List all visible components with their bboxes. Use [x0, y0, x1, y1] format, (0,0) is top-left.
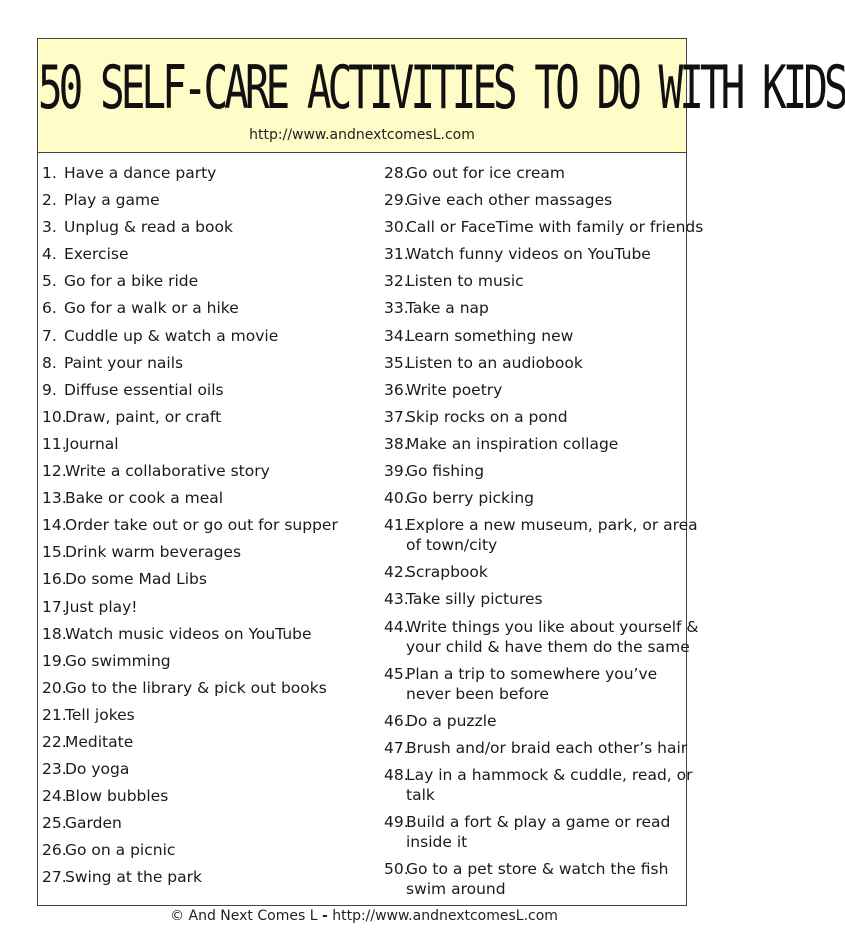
item-text: Diffuse essential oils	[64, 380, 224, 399]
item-text: Go on a picnic	[65, 841, 176, 860]
list-item	[42, 190, 372, 217]
item-number: 44.	[384, 617, 409, 636]
item-text-line: Call or FaceTime with family or friends	[406, 218, 704, 237]
item-text-line: Skip rocks on a pond	[406, 407, 568, 426]
item-number: 35.	[384, 353, 409, 372]
activity-list-left	[42, 163, 372, 895]
item-text: Bake or cook a meal	[65, 489, 224, 508]
item-text	[406, 407, 568, 427]
item-text-line: Scrapbook	[406, 563, 488, 582]
list-item	[42, 298, 372, 325]
item-text: Go for a bike ride	[64, 272, 199, 291]
activity-list-right	[384, 163, 704, 906]
item-number: 19.	[42, 651, 67, 670]
list-item	[384, 271, 686, 298]
item-text-line: Go fishing	[406, 462, 485, 481]
item-text: Write a collaborative story	[65, 462, 270, 481]
item-text	[406, 353, 583, 373]
item-text-line: Lay in a hammock & cuddle, read, or	[406, 765, 693, 784]
item-text: Draw, paint, or craft	[65, 407, 222, 426]
list-item	[384, 461, 686, 488]
list-item	[42, 434, 372, 461]
item-text	[406, 617, 699, 657]
list-item	[42, 353, 372, 380]
title-banner	[38, 39, 845, 153]
item-text-line: Watch funny videos on YouTube	[406, 245, 651, 264]
item-text: Do some Mad Libs	[65, 570, 207, 589]
footer-separator: -	[321, 908, 328, 924]
item-text	[406, 380, 502, 400]
list-item	[42, 759, 372, 786]
item-number: 42.	[384, 563, 409, 582]
item-text: Play a game	[64, 191, 160, 210]
item-text: Swing at the park	[65, 868, 202, 887]
item-text	[406, 461, 484, 481]
item-text	[406, 711, 497, 731]
item-text: Meditate	[65, 732, 134, 751]
item-text-line: Explore a new museum, park, or area	[406, 516, 698, 535]
item-number: 21.	[42, 705, 67, 724]
item-text-line: Write things you like about yourself &	[406, 617, 699, 636]
list-item	[384, 488, 686, 515]
item-number: 20.	[42, 678, 67, 697]
item-text-line: Build a fort & play a game or read	[406, 812, 671, 831]
list-item	[384, 380, 686, 407]
item-text: Watch music videos on YouTube	[65, 624, 312, 643]
item-number: 4.	[42, 245, 57, 264]
list-item	[42, 380, 372, 407]
list-item	[384, 711, 686, 738]
item-number: 43.	[384, 590, 409, 609]
list-item	[384, 434, 686, 461]
item-number: 23.	[42, 760, 67, 779]
list-item	[42, 840, 372, 867]
item-text: Cuddle up & watch a movie	[64, 326, 279, 345]
item-number: 9.	[42, 380, 57, 399]
item-text-line: of town/city	[406, 536, 498, 555]
item-text	[406, 515, 698, 555]
list-item	[384, 407, 686, 434]
item-text-line: Do a puzzle	[406, 711, 497, 730]
list-item	[42, 813, 372, 840]
item-text: Unplug & read a book	[64, 218, 233, 237]
list-item	[42, 651, 372, 678]
item-text	[406, 217, 703, 237]
list-item	[384, 163, 686, 190]
item-number: 18.	[42, 624, 67, 643]
item-number: 24.	[42, 787, 67, 806]
item-number: 39.	[384, 462, 409, 481]
item-text-line: Go out for ice cream	[406, 164, 565, 182]
list-item	[384, 515, 698, 562]
item-text: Do yoga	[65, 760, 130, 779]
item-number: 1.	[42, 164, 57, 182]
item-number: 22.	[42, 732, 67, 751]
item-text-line: Brush and/or braid each other’s hair	[406, 738, 688, 757]
footer-url: http://www.andnextcomesL.com	[332, 908, 558, 924]
item-text: Go for a walk or a hike	[64, 299, 239, 318]
item-number: 40.	[384, 489, 409, 508]
item-text	[406, 738, 687, 758]
item-text-line: Go to a pet store & watch the fish	[406, 860, 669, 879]
item-text	[406, 271, 524, 291]
item-text: Blow bubbles	[65, 787, 169, 806]
list-item	[384, 298, 686, 325]
list-item	[384, 617, 699, 664]
list-item	[384, 326, 686, 353]
list-item	[384, 859, 686, 906]
item-text	[406, 190, 612, 210]
item-number: 29.	[384, 191, 409, 210]
list-item	[384, 217, 704, 244]
item-number: 37.	[384, 407, 409, 426]
list-item	[42, 217, 372, 244]
list-item	[384, 738, 686, 765]
item-number: 46.	[384, 711, 409, 730]
list-item	[42, 597, 372, 624]
list-item	[42, 407, 372, 434]
item-number: 45.	[384, 664, 409, 683]
page-title: 50 SELF-CARE ACTIVITIES TO DO WITH KIDS	[38, 53, 845, 123]
item-text-line: Learn something new	[406, 326, 574, 345]
item-number: 16.	[42, 570, 67, 589]
item-number: 10.	[42, 407, 67, 426]
item-text	[406, 765, 693, 805]
list-item	[42, 515, 372, 542]
worksheet	[37, 38, 845, 906]
item-text: Just play!	[65, 597, 138, 616]
item-number: 27.	[42, 868, 67, 887]
list-item	[42, 867, 372, 894]
item-text-line: your child & have them do the same	[406, 637, 690, 656]
item-text	[406, 163, 565, 183]
item-number: 15.	[42, 543, 67, 562]
list-item	[42, 326, 372, 353]
item-text	[406, 859, 668, 899]
item-number: 48.	[384, 765, 409, 784]
item-text-line: never been before	[406, 684, 549, 703]
list-item	[42, 542, 372, 569]
item-text	[406, 434, 618, 454]
item-text	[406, 298, 489, 318]
list-item	[384, 589, 686, 616]
item-number: 3.	[42, 218, 57, 237]
item-text	[406, 488, 534, 508]
item-number: 14.	[42, 516, 67, 535]
item-text	[406, 589, 543, 609]
item-number: 31.	[384, 245, 409, 264]
item-number: 36.	[384, 380, 409, 399]
item-text: Order take out or go out for supper	[65, 516, 338, 535]
item-number: 41.	[384, 516, 409, 535]
header-url: http://www.andnextcomesL.com	[249, 127, 475, 143]
item-number: 5.	[42, 272, 57, 291]
item-number: 8.	[42, 353, 57, 372]
item-number: 11.	[42, 434, 67, 453]
item-number: 7.	[42, 326, 57, 345]
item-text-line: Take a nap	[406, 299, 489, 318]
item-text: Drink warm beverages	[65, 543, 242, 562]
item-text	[406, 244, 651, 264]
item-number: 50.	[384, 860, 409, 879]
item-number: 34.	[384, 326, 409, 345]
item-number: 28.	[384, 164, 409, 182]
item-number: 33.	[384, 299, 409, 318]
item-text	[406, 562, 488, 582]
list-item	[42, 461, 372, 488]
item-text	[406, 664, 657, 704]
list-item	[42, 705, 372, 732]
item-number: 49.	[384, 812, 409, 831]
list-item	[42, 488, 372, 515]
item-number: 32.	[384, 272, 409, 291]
item-text: Paint your nails	[64, 353, 184, 372]
item-text-line: talk	[406, 785, 435, 804]
item-text-line: Take silly pictures	[406, 590, 543, 609]
item-number: 6.	[42, 299, 57, 318]
list-item	[42, 271, 372, 298]
item-text-line: swim around	[406, 880, 506, 899]
footer	[0, 908, 728, 924]
item-text-line: Listen to music	[406, 272, 524, 291]
item-text-line: Plan a trip to somewhere you’ve	[406, 664, 658, 683]
list-item	[384, 765, 693, 812]
item-text: Journal	[65, 434, 119, 453]
item-text-line: Listen to an audiobook	[406, 353, 583, 372]
item-text: Exercise	[64, 245, 129, 264]
item-text-line: Write poetry	[406, 380, 503, 399]
list-item	[384, 244, 686, 271]
list-item	[42, 678, 372, 705]
item-number: 25.	[42, 814, 67, 833]
list-item	[384, 190, 686, 217]
item-text: Go to the library & pick out books	[65, 678, 327, 697]
list-item	[42, 732, 372, 759]
item-number: 2.	[42, 191, 57, 210]
item-number: 17.	[42, 597, 67, 616]
list-item	[42, 786, 372, 813]
list-item	[42, 569, 372, 596]
list-item	[42, 624, 372, 651]
item-text: Tell jokes	[65, 705, 135, 724]
item-number: 30.	[384, 218, 409, 237]
list-item	[384, 562, 686, 589]
item-text-line: inside it	[406, 832, 468, 851]
item-text-line: Give each other massages	[406, 191, 613, 210]
list-item	[384, 664, 686, 711]
item-number: 13.	[42, 489, 67, 508]
footer-copyright: © And Next Comes L	[170, 908, 318, 924]
item-number: 38.	[384, 434, 409, 453]
item-text-line: Go berry picking	[406, 489, 534, 508]
item-number: 26.	[42, 841, 67, 860]
list-item	[42, 244, 372, 271]
list-item	[384, 353, 686, 380]
item-text: Have a dance party	[64, 164, 217, 182]
item-text-line: Make an inspiration collage	[406, 434, 619, 453]
item-number: 12.	[42, 462, 67, 481]
item-text: Go swimming	[65, 651, 171, 670]
item-number: 47.	[384, 738, 409, 757]
item-text: Garden	[65, 814, 122, 833]
item-text	[406, 326, 573, 346]
item-text	[406, 812, 670, 852]
list-item	[42, 163, 372, 190]
list-item	[384, 812, 686, 859]
